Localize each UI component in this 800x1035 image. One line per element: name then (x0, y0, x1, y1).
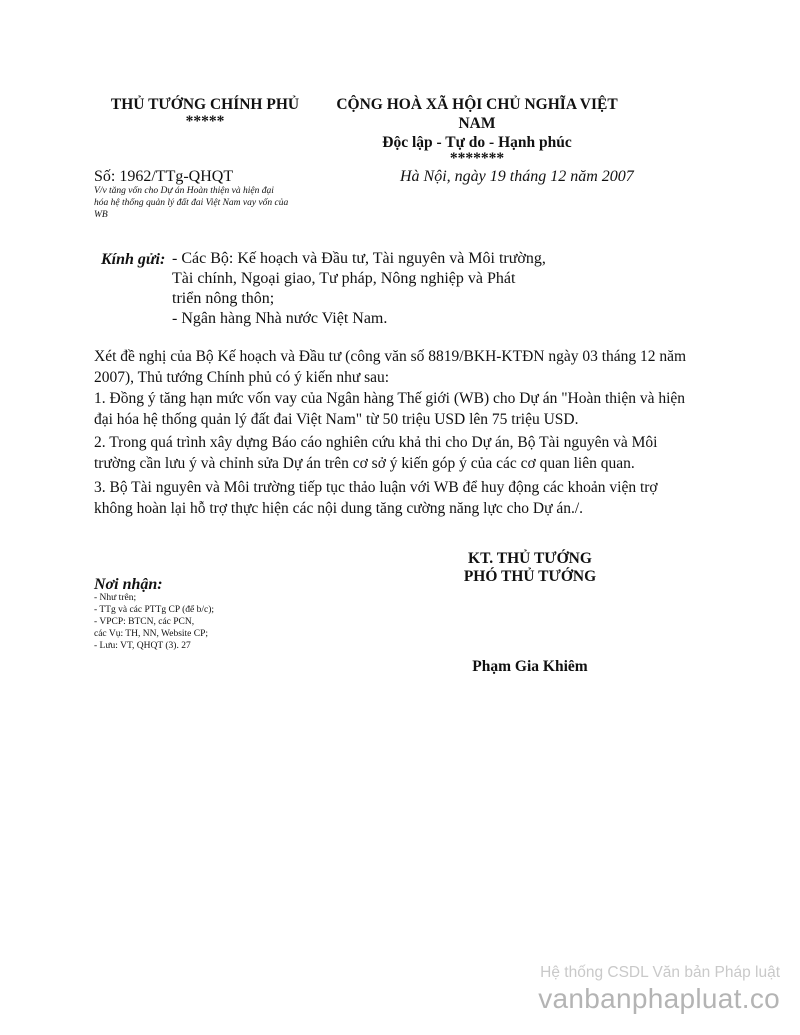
distribution-list (94, 592, 214, 652)
distribution-item: - Lưu: VT, QHQT (3). 27 (94, 641, 191, 651)
recipient-line: - Ngân hàng Nhà nước Việt Nam. (172, 310, 388, 327)
recipients-label: Kính gửi: (101, 251, 166, 268)
distribution-item: các Vụ: TH, NN, Website CP; (94, 629, 209, 639)
signature-position: PHÓ THỦ TƯỚNG (463, 568, 597, 585)
document-number: Số: 1962/TTg-QHQT (94, 168, 234, 185)
body-paragraph-3 (94, 478, 734, 519)
distribution-title: Nơi nhận: (94, 576, 163, 593)
body-paragraph-intro (94, 347, 734, 388)
watermark-site: vanbanphapluat.co (538, 983, 780, 1014)
signature-title: KT. THỦ TƯỚNG (468, 550, 592, 567)
country-name-line2: NAM (458, 115, 496, 132)
issuer-name: THỦ TƯỚNG CHÍNH PHỦ (110, 96, 300, 113)
subject (94, 185, 334, 221)
body-paragraph-2 (94, 433, 734, 474)
distribution-item: - VPCP: BTCN, các PCN, (94, 617, 195, 627)
body-line: Xét đề nghị của Bộ Kế hoạch và Đầu tư (công văn số 8819/BKH-KTĐN ngày 03 tháng 12 năm (94, 348, 687, 365)
issuer-stars: ***** (185, 113, 225, 130)
country-name-line1: CỘNG HOÀ XÃ HỘI CHỦ NGHĨA VIỆT (336, 96, 618, 113)
body-line: 2007), Thủ tướng Chính phủ có ý kiến như sau: (94, 368, 390, 386)
national-motto: Độc lập - Tự do - Hạnh phúc (382, 134, 572, 151)
body-line: 3. Bộ Tài nguyên và Môi trường tiếp tục thảo luận với WB để huy động các khoản viện trợ (94, 479, 658, 496)
subject-line: hóa hệ thống quản lý đất đai Việt Nam vay vốn của (94, 198, 289, 208)
subject-line: V/v tăng vốn cho Dự án Hoàn thiện và hiện đại (94, 186, 274, 196)
body-line: đại hóa hệ thống quản lý đất đai Việt Nam" từ 50 triệu USD lên 75 triệu USD. (94, 410, 579, 428)
motto-stars: ******* (449, 150, 505, 167)
recipient-line: triển nông thôn; (172, 290, 275, 307)
subject-line: WB (94, 210, 108, 220)
recipients-list (172, 249, 546, 329)
distribution-item: - Như trên; (94, 593, 137, 603)
place-date: Hà Nội, ngày 19 tháng 12 năm 2007 (400, 168, 634, 185)
watermark-tagline: Hệ thống CSDL Văn bản Pháp luật (540, 964, 780, 981)
body-line: trường cần lưu ý và chỉnh sửa Dự án trên cơ sở ý kiến góp ý của các cơ quan liên quan. (94, 454, 635, 472)
recipient-line: - Các Bộ: Kế hoạch và Đầu tư, Tài nguyên và Môi trường, (172, 250, 546, 267)
signer-name: Phạm Gia Khiêm (472, 658, 588, 675)
body-line: 2. Trong quá trình xây dựng Báo cáo nghiên cứu khả thi cho Dự án, Bộ Tài nguyên và Môi (94, 434, 658, 451)
body-paragraph-1 (94, 389, 734, 430)
recipient-line: Tài chính, Ngoại giao, Tư pháp, Nông nghiệp và Phát (172, 270, 516, 287)
body-line: không hoàn lại hỗ trợ thực hiện các nội dung tăng cường năng lực cho Dự án./. (94, 499, 584, 517)
body-line: 1. Đồng ý tăng hạn mức vốn vay của Ngân hàng Thế giới (WB) cho Dự án "Hoàn thiện và hiện (94, 390, 686, 407)
distribution-item: - TTg và các PTTg CP (để b/c); (94, 605, 215, 615)
